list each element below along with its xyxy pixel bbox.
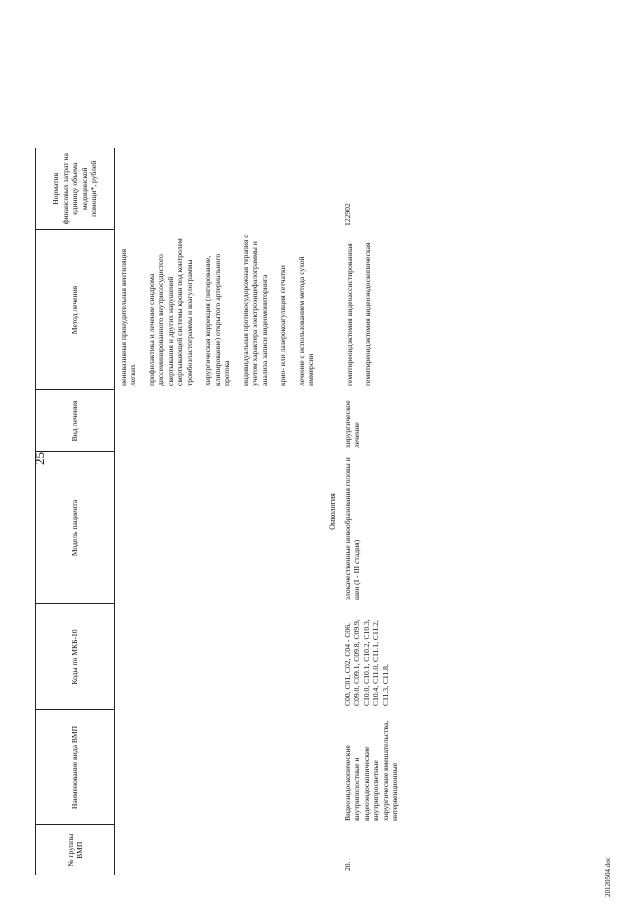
continuation-methods-cell: [115, 230, 327, 390]
header-cost-norm: Норматив финансовых затрат на единицу объема медицинской помощи*, рублей: [36, 148, 115, 230]
method-item: индивидуальная противосудорожная терапия с учетом характера электроэнцефалограммы и анализа записи видеомониторинга: [240, 234, 269, 386]
method-item: хирургическая коррекция (лигирование, клипирование) открытого артериального протока: [203, 253, 232, 386]
header-vmp-name: Наименование вида ВМП: [36, 710, 115, 825]
row-methods-cell: [341, 230, 402, 390]
header-method: Метод лечения: [36, 230, 115, 390]
page-number: 25: [32, 452, 47, 465]
method-item: гемитиреоидэктомия видеоассистированная: [344, 243, 354, 386]
method-item: профилактика и лечение синдрома диссеминированного внутрисосудистого свертывания и других нарушений свертывающей системы крови под контролем тромбоэластограммы и коагулограммы: [146, 238, 194, 386]
method-item: неинвазивная принудительная вентиляция легких: [119, 248, 138, 386]
row-cost: 122902: [342, 203, 352, 226]
section-title: Онкология: [327, 493, 337, 530]
header-group-no: № группы ВМП: [36, 825, 115, 875]
header-treatment-type: Вид лечения: [36, 390, 115, 452]
table-header-row: [36, 148, 115, 875]
header-icd-codes: Коды по МКБ-10: [36, 604, 115, 710]
row-patient-model: злокачественные новообразования головы и шеи (I - III стадия): [342, 457, 362, 600]
row-icd-codes: C00, C01, C02, C04 - C06, C09.0, C09.1, C09.8, C09.9, C10.0, C10.1, C10.2, C10.3, C10.4, C11.0, C11.1, C11.2, C11.3, C11.8,: [342, 619, 390, 706]
method-item: гемитиреоидэктомия видеоэндоскопическая: [363, 242, 373, 386]
row-vmp-name: Видеоэндоскопические внутриполостные и видеоэндоскопические внутрипросветные хирургические вмешательства, интервенционные: [342, 720, 400, 821]
method-item: лечение с использованием метода сухой иммерсии: [296, 256, 316, 386]
table-row-20: [341, 148, 402, 875]
row-treatment-type: хирургическое лечение: [342, 400, 362, 448]
section-row: [327, 148, 341, 875]
vmp-table: [35, 148, 402, 875]
method-item: крио- или лазерокоагуляция сетчатки: [278, 265, 288, 386]
header-patient-model: Модель пациента: [36, 452, 115, 604]
footer-filename: 20120504.doc: [604, 857, 612, 897]
table-row-continuation: [115, 148, 327, 875]
row-group-no: 20.: [342, 861, 352, 871]
